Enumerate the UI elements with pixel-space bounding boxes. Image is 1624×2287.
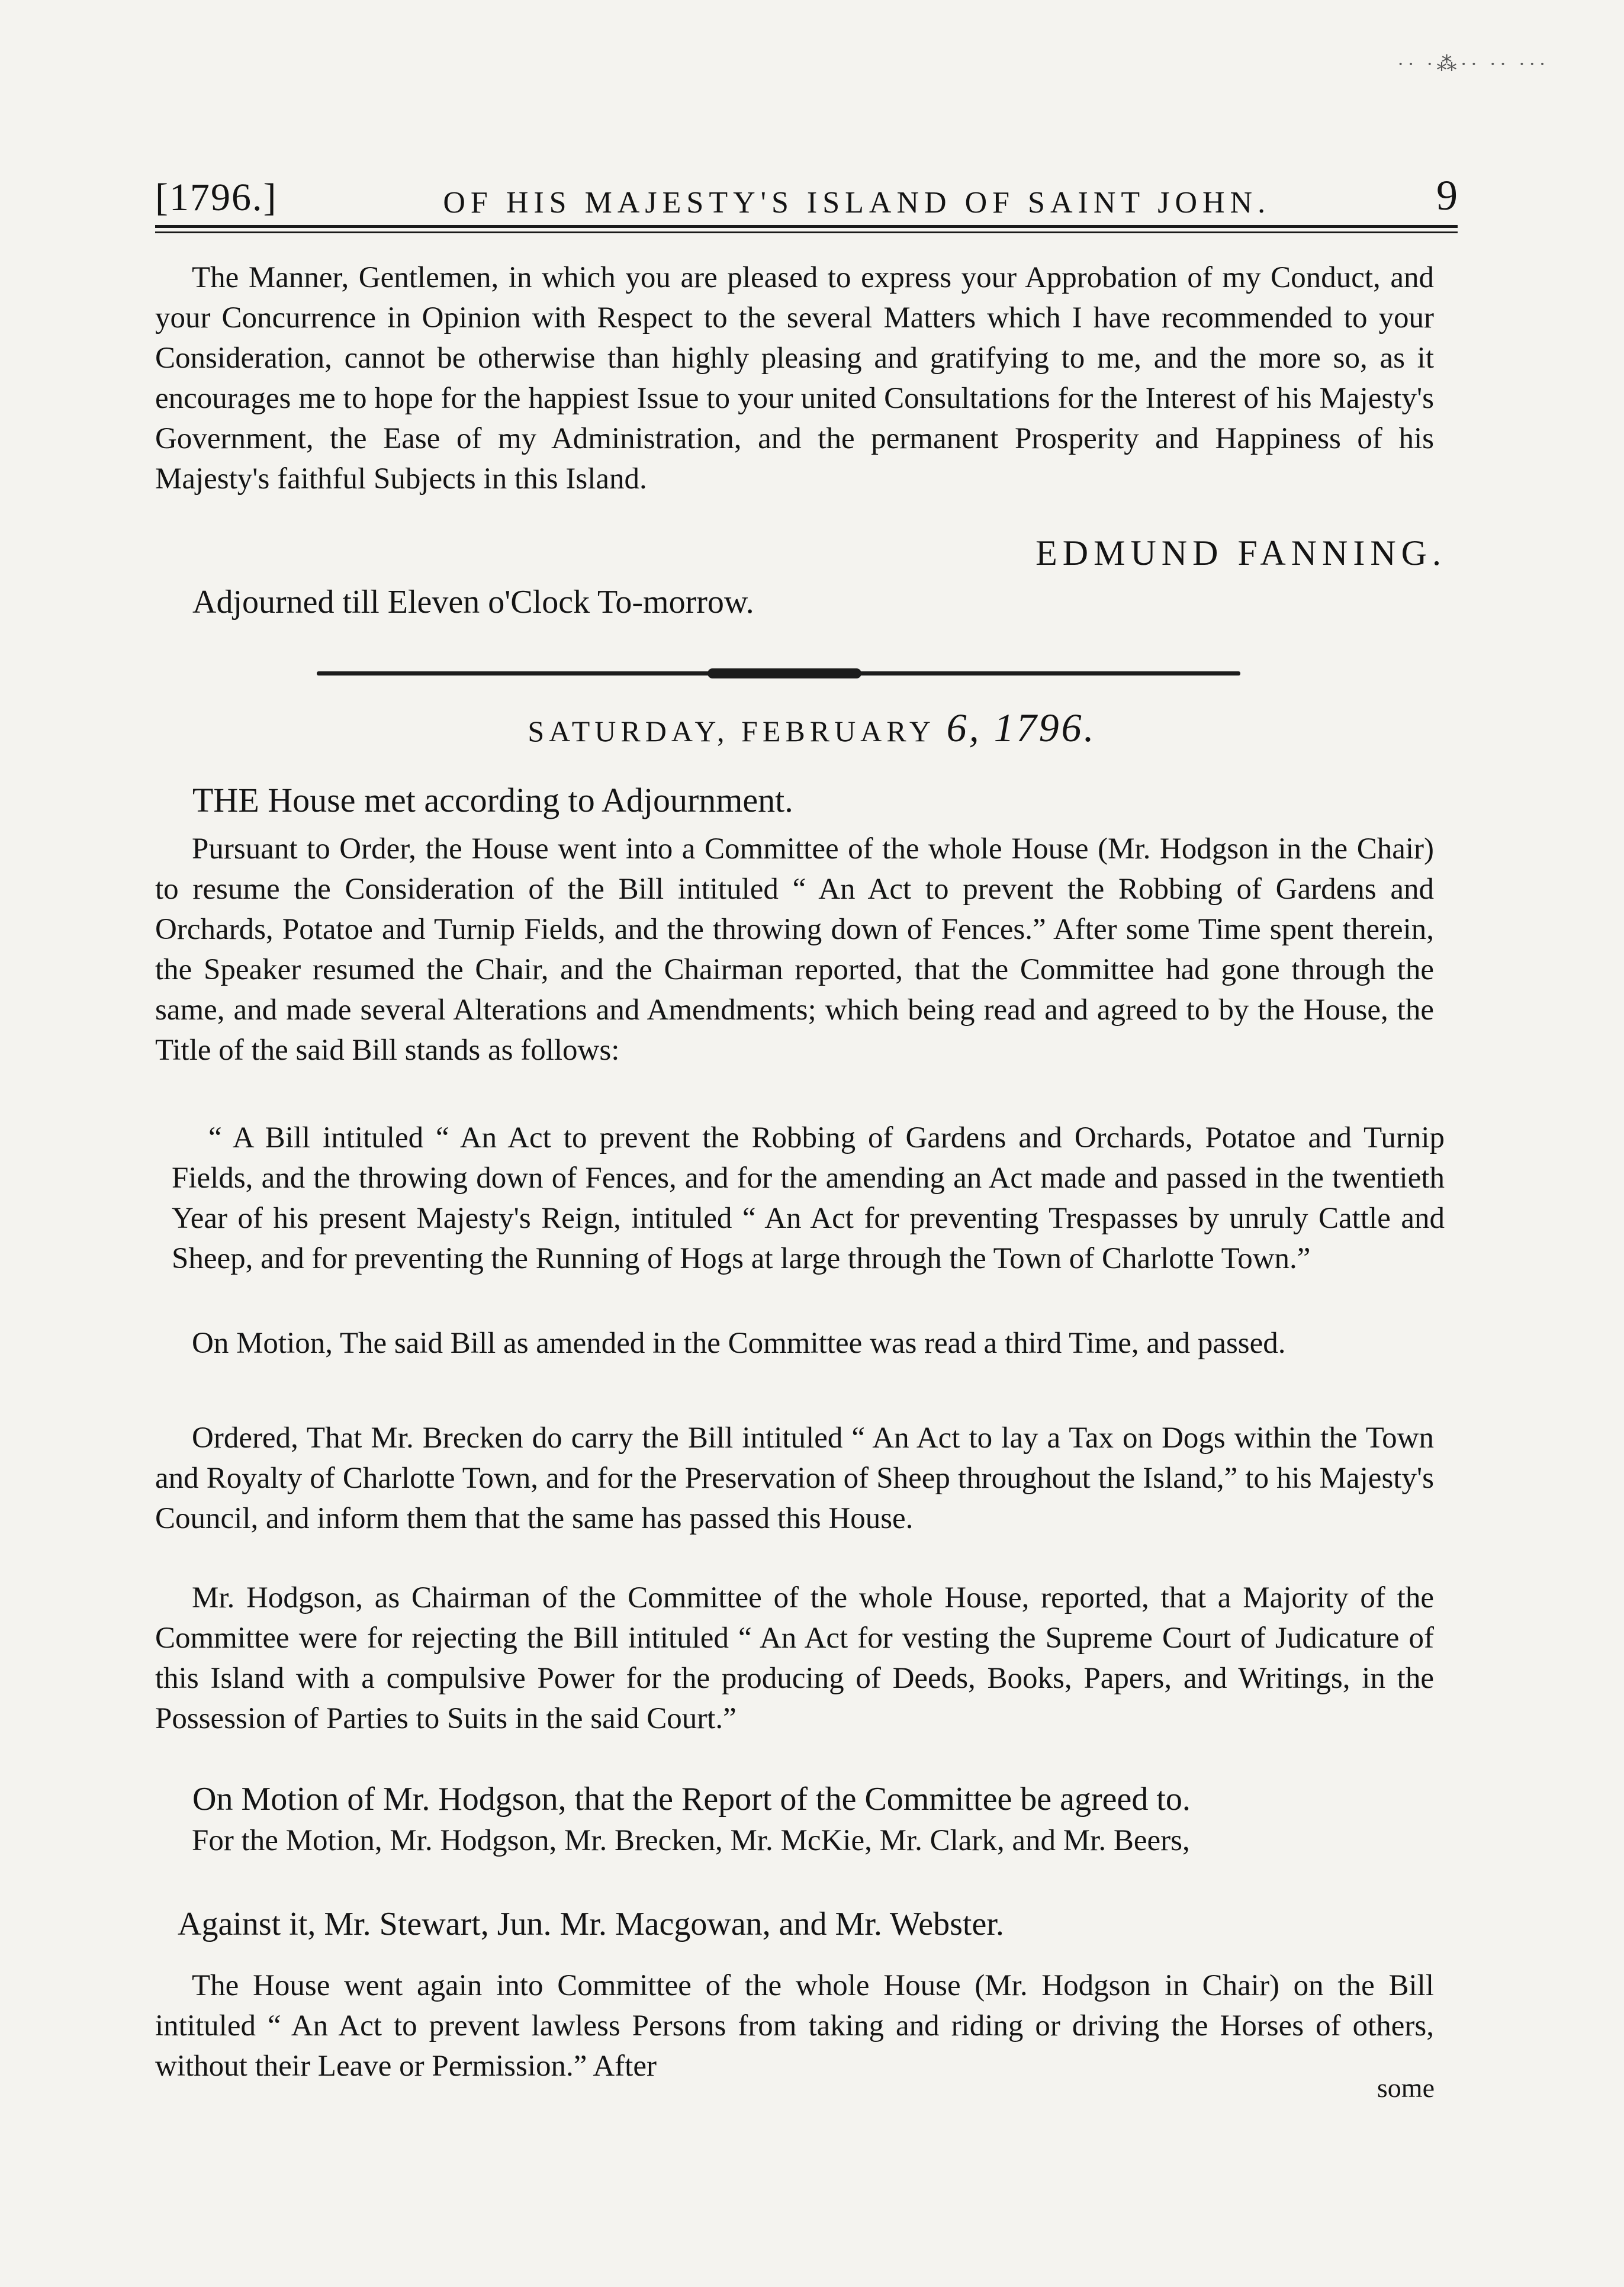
speech-text: The Manner, Gentlemen, in which you are pleased to express your Approbation of my Conduct, and your Concurrence in Opinion with Respect to the several Matters which I have recommended to your Consideration, cannot be otherwise than highly pleasing and gratifying to me, and the more so, as it encourages me to hope for the happiest Issue to your united Consultations for the Interest of his Majesty's Government, the Ease of my Administration, and the permanent Prosperity and Happiness of his Majesty's faithful Subjects in this Island. [155, 261, 1434, 496]
went-again-paragraph [155, 1966, 1434, 2086]
catchword: some [1377, 2073, 1435, 2103]
header-rule [155, 225, 1458, 233]
third-reading-paragraph [155, 1323, 1434, 1363]
bill-title-text: “ A Bill intituled “ An Act to prevent the Robbing of Gardens and Orchards, Potatoe and Turnip Fields, and the throwing down of Fences, and for the amending an Act made and passed in the twentieth Year of his present Majesty's Reign, intituled “ An Act for preventing Trespasses by unruly Cattle and Sheep, and for preventing the Running of Hogs at large through the Town of Charlotte Town.” [172, 1121, 1445, 1275]
ordered-text: Ordered, That Mr. Brecken do carry the Bill intituled “ An Act to lay a Tax on Dogs within the Town and Royalty of Charlotte Town, and for the Preservation of Sheep throughout the Island,” to his Majesty's Council, and inform them that the same has passed this House. [155, 1421, 1434, 1535]
hodgson-report-text: Mr. Hodgson, as Chairman of the Committee of the whole House, reported, that a Majority of the Committee were for rejecting the Bill intituled “ An Act for vesting the Supreme Court of Judicature of this Island with a compulsive Power for the producing of Deeds, Books, Papers, and Writings, in the Possession of Parties to Suits in the said Court.” [155, 1581, 1434, 1735]
on-motion-line: On Motion of Mr. Hodgson, that the Report of the Committee be agreed to. [192, 1781, 1191, 1818]
page-header [155, 155, 1458, 220]
for-motion-paragraph [155, 1820, 1434, 1861]
house-met-line: THE House met according to Adjournment. [192, 781, 793, 819]
date-heading-numbers: 6, 1796. [946, 705, 1096, 750]
against-line: Against it, Mr. Stewart, Jun. Mr. Macgowan, and Mr. Webster. [178, 1906, 1004, 1942]
date-heading [0, 705, 1624, 751]
running-title: OF HIS MAJESTY'S ISLAND OF SAINT JOHN. [443, 186, 1271, 220]
date-heading-text: SATURDAY, FEBRUARY [528, 715, 935, 748]
third-reading-text: On Motion, The said Bill as amended in the Committee was read a third Time, and passed. [192, 1327, 1286, 1360]
pursuant-paragraph [155, 829, 1434, 1070]
speech-paragraph [155, 258, 1434, 499]
bill-title-paragraph [172, 1118, 1445, 1279]
hodgson-report-paragraph [155, 1578, 1434, 1739]
ornament-divider [317, 668, 1240, 678]
ordered-paragraph [155, 1418, 1434, 1539]
adjourned-line: Adjourned till Eleven o'Clock To-morrow. [192, 584, 754, 620]
pursuant-text: Pursuant to Order, the House went into a Committee of the whole House (Mr. Hodgson in the Chair) to resume the Consideration of the Bill intituled “ An Act to prevent the Robbing of Gardens and Orchards, Potatoe and Turnip Fields, and the throwing down of Fences.” After some Time spent therein, the Speaker resumed the Chair, and the Chairman reported, that the Committee had gone through the same, and made several Alterations and Amendments; which being read and agreed to by the House, the Title of the said Bill stands as follows: [155, 832, 1434, 1067]
for-motion-text: For the Motion, Mr. Hodgson, Mr. Brecken, Mr. McKie, Mr. Clark, and Mr. Beers, [192, 1824, 1190, 1857]
stray-marks: ·· ·⁂·· ·· ··· [1397, 53, 1549, 75]
header-year: [1796.] [155, 176, 278, 219]
went-again-text: The House went again into Committee of the whole House (Mr. Hodgson in Chair) on the Bill intituled “ An Act to prevent lawless Persons from taking and riding or driving the Horses of others, without their Leave or Permission.” After [155, 1969, 1434, 2083]
page-number: 9 [1436, 172, 1458, 219]
signature: EDMUND FANNING. [1035, 533, 1446, 572]
